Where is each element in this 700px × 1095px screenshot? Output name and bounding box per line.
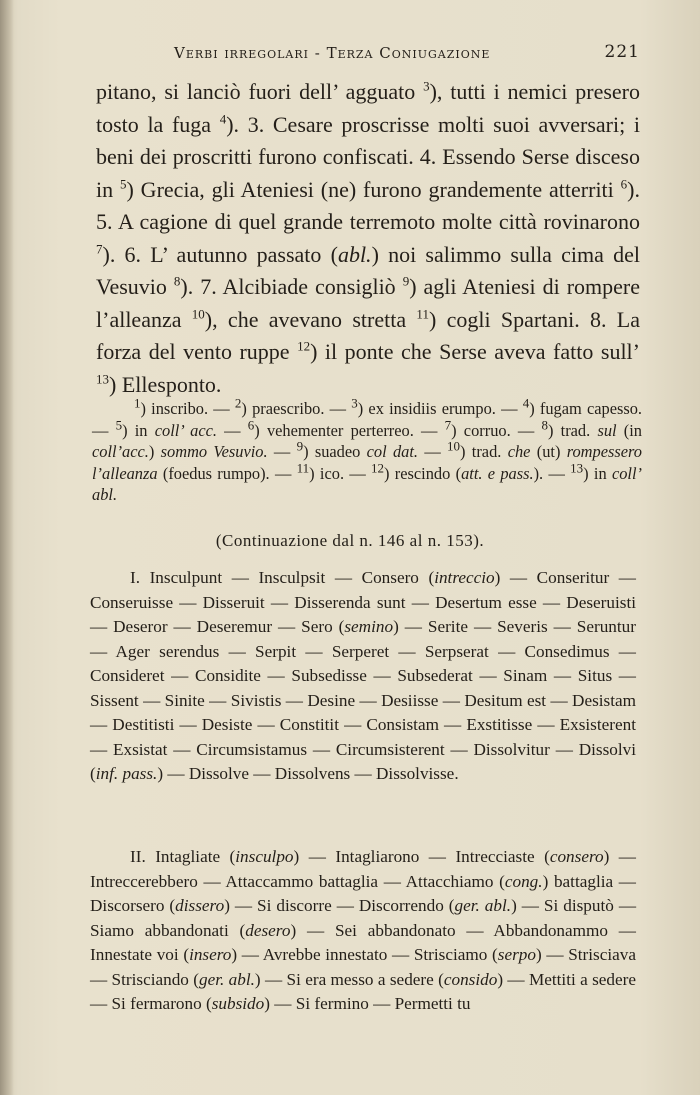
italic-text: semino bbox=[344, 617, 394, 636]
footnote-ref: 1 bbox=[134, 395, 141, 411]
running-header-title: Verbi irregolari - Terza Coniugazione bbox=[174, 44, 491, 62]
italic-text: consido bbox=[443, 969, 498, 989]
text-run: ) inscribo. — bbox=[140, 399, 235, 418]
text-run: ) rescindo ( bbox=[384, 463, 462, 483]
footnote-ref: 3 bbox=[351, 395, 358, 411]
footnote-ref: 12 bbox=[297, 338, 311, 354]
text-run: ) agli Ateniesi di rompere l’alleanza bbox=[96, 274, 641, 332]
italic-text: coll’ abl. bbox=[92, 463, 642, 504]
footnote-ref: 9 bbox=[402, 273, 410, 289]
footnote-ref: 6 bbox=[620, 176, 628, 192]
text-run: ) cogli Spartani. 8. La forza del vento ruppe bbox=[96, 306, 640, 364]
text-run: (foedus rumpo). — bbox=[157, 463, 297, 483]
text-run: ) fugam capesso. — bbox=[92, 399, 643, 440]
text-run: ) Grecia, gli Ateniesi (ne) furono grandemente atterriti bbox=[126, 176, 621, 202]
footnote-ref: 9 bbox=[296, 438, 304, 454]
text-run: ) — Si disputò — Siamo abbandonati ( bbox=[90, 896, 637, 940]
italic-text: coll’acc. bbox=[92, 442, 149, 461]
italic-text: rompessero l’alleanza bbox=[92, 442, 642, 483]
footnote-ref: 11 bbox=[296, 460, 310, 476]
italic-text: sommo Vesuvio. bbox=[160, 442, 268, 461]
footnote-ref: 2 bbox=[234, 395, 242, 411]
footnote-ref: 12 bbox=[371, 460, 385, 476]
text-run: ) — Serite — Severis — Seruntur — Ager serendus — Serpit — Serperet — Serpserat — Consedimus — Consideret — Considite — Subsedisse — Subsederat — Sinam — Situs — Sissent — Sinite — Sivistis — Desine — Desiisse — Desitum est — Desistam — Destitisti — Desiste — Constitit — Consistam — Exstitisse — Exsisterent — Exsistat — Circumsistamus — Circumsisterent — Dissolvitur — Dissolvi ( bbox=[90, 617, 636, 783]
text-run: ) — Intreccerebbero — Attaccammo battaglia — Attacchiamo ( bbox=[90, 847, 636, 891]
text-run: ) — Intagliarono — Intrecciaste ( bbox=[293, 847, 550, 866]
footnote-ref: 13 bbox=[570, 460, 584, 476]
page-number: 221 bbox=[604, 42, 640, 62]
text-run: ) battaglia — Discorsero ( bbox=[90, 871, 636, 915]
footnote-ref: 8 bbox=[173, 273, 181, 289]
text-run: ) in bbox=[583, 463, 612, 483]
footnote-ref: 6 bbox=[247, 417, 255, 433]
text-run: ) — Sei abbandonato — Abbandonammo — Innestate voi ( bbox=[90, 920, 636, 964]
text-run: II. Intagliate ( bbox=[130, 847, 236, 866]
text-run: ) trad. bbox=[547, 420, 598, 440]
text-run: ) — Strisciava — Strisciando ( bbox=[90, 945, 636, 989]
text-run: pitano, si lanciò fuori dell’ agguato bbox=[96, 79, 424, 104]
text-run: ) — Dissolve — Dissolvens — Dissolvisse. bbox=[157, 764, 459, 783]
footnotes bbox=[92, 395, 643, 506]
text-run: ) suadeo bbox=[303, 442, 367, 461]
text-run: ) Ellesponto. bbox=[109, 371, 222, 397]
text-run: ). 5. A cagione di quel grande terremoto molte città rovinarono bbox=[96, 176, 640, 234]
italic-text: consero bbox=[549, 847, 604, 866]
italic-text: subsido bbox=[211, 994, 265, 1013]
text-run: ). 6. L’ autunno passato ( bbox=[102, 241, 338, 267]
italic-text: inf. pass. bbox=[95, 764, 158, 783]
section-i-paragraph bbox=[90, 566, 636, 787]
footnote-ref: 4 bbox=[219, 111, 227, 127]
italic-text: abl. bbox=[337, 241, 372, 267]
text-run: ) — Mettiti a sedere — Si fermarono ( bbox=[90, 969, 636, 1013]
text-run: ) — Si fermino — Permetti tu bbox=[264, 994, 471, 1013]
text-run: — bbox=[418, 442, 448, 461]
section-ii-paragraph bbox=[90, 845, 636, 1017]
italic-text: serpo bbox=[497, 945, 536, 964]
running-header bbox=[88, 42, 646, 68]
italic-text: sul bbox=[597, 420, 617, 440]
section-ii bbox=[90, 845, 636, 1017]
text-run: — bbox=[267, 442, 297, 461]
italic-text: insculpo bbox=[235, 847, 294, 866]
footnote-ref: 7 bbox=[96, 241, 103, 257]
italic-text: col dat. bbox=[366, 442, 419, 461]
footnote-ref: 5 bbox=[119, 176, 127, 192]
italic-text: ger. abl. bbox=[454, 896, 512, 915]
text-run: ) — Si discorre — Discorrendo ( bbox=[224, 896, 455, 915]
text-run: ) praescribo. — bbox=[241, 399, 352, 418]
exercise-text bbox=[96, 76, 640, 401]
footnotes-paragraph bbox=[92, 395, 643, 506]
exercise-paragraph bbox=[96, 76, 640, 401]
footnote-ref: 7 bbox=[444, 417, 452, 433]
footnote-ref: 10 bbox=[191, 306, 205, 322]
text-run: — bbox=[216, 420, 248, 440]
text-run: ). 7. Alcibiade consigliò bbox=[180, 274, 403, 299]
text-run: ) il ponte che Serse aveva fatto sull’ bbox=[310, 339, 640, 364]
text-run: ) noi salimmo sulla cima del Vesuvio bbox=[96, 241, 640, 299]
italic-text: ger. abl. bbox=[198, 969, 255, 989]
continuation-heading: (Continuazione dal n. 146 al n. 153). bbox=[215, 531, 485, 550]
text-run: ) corruo. — bbox=[451, 420, 542, 440]
italic-text: insero bbox=[189, 945, 232, 964]
text-run: ) trad. bbox=[460, 442, 508, 461]
italic-text: che bbox=[507, 442, 531, 461]
text-run: ). — bbox=[533, 463, 571, 483]
text-run: I. Insculpunt — Insculpsit — Consero ( bbox=[130, 568, 435, 587]
text-run: ) bbox=[148, 442, 161, 461]
footnote-ref: 11 bbox=[416, 306, 429, 322]
text-run: ) — Avrebbe innestato — Strisciamo ( bbox=[231, 945, 498, 964]
italic-text: intreccio bbox=[434, 568, 495, 587]
text-run: ) ico. — bbox=[309, 463, 372, 483]
text-run: ) — Conseritur — Conseruisse — Disseruit — Disserenda sunt — Desertum esse — Deseruisti — Deseror — Deseremur — Sero ( bbox=[90, 568, 636, 636]
text-run: ). 3. Cesare proscrisse molti suoi avversari; i beni dei proscritti furono confiscati. 4. Essendo Serse disceso in bbox=[96, 111, 640, 202]
text-run: (in bbox=[616, 420, 642, 440]
footnote-ref: 10 bbox=[447, 438, 461, 454]
text-run: ), tutti i nemici presero tosto la fuga bbox=[96, 79, 641, 137]
text-run: ) in bbox=[122, 420, 155, 440]
footnote-ref: 8 bbox=[541, 417, 548, 433]
section-i bbox=[90, 566, 636, 787]
text-run: ) — Si era messo a sedere ( bbox=[254, 969, 444, 989]
italic-text: cong. bbox=[504, 871, 543, 891]
footnote-ref: 4 bbox=[522, 395, 530, 411]
italic-text: dissero bbox=[175, 896, 225, 915]
text-run: ) ex insidiis erumpo. — bbox=[357, 399, 523, 418]
footnote-ref: 13 bbox=[96, 371, 109, 387]
text-run: ), che avevano stretta bbox=[204, 306, 417, 332]
footnote-ref: 5 bbox=[115, 417, 123, 433]
italic-text: desero bbox=[245, 920, 291, 940]
text-run: (ut) bbox=[530, 442, 567, 461]
footnote-ref: 3 bbox=[423, 78, 430, 94]
italic-text: coll’ acc. bbox=[154, 420, 217, 440]
italic-text: att. e pass. bbox=[461, 463, 534, 483]
text-run: ) vehementer perterreo. — bbox=[254, 420, 445, 440]
